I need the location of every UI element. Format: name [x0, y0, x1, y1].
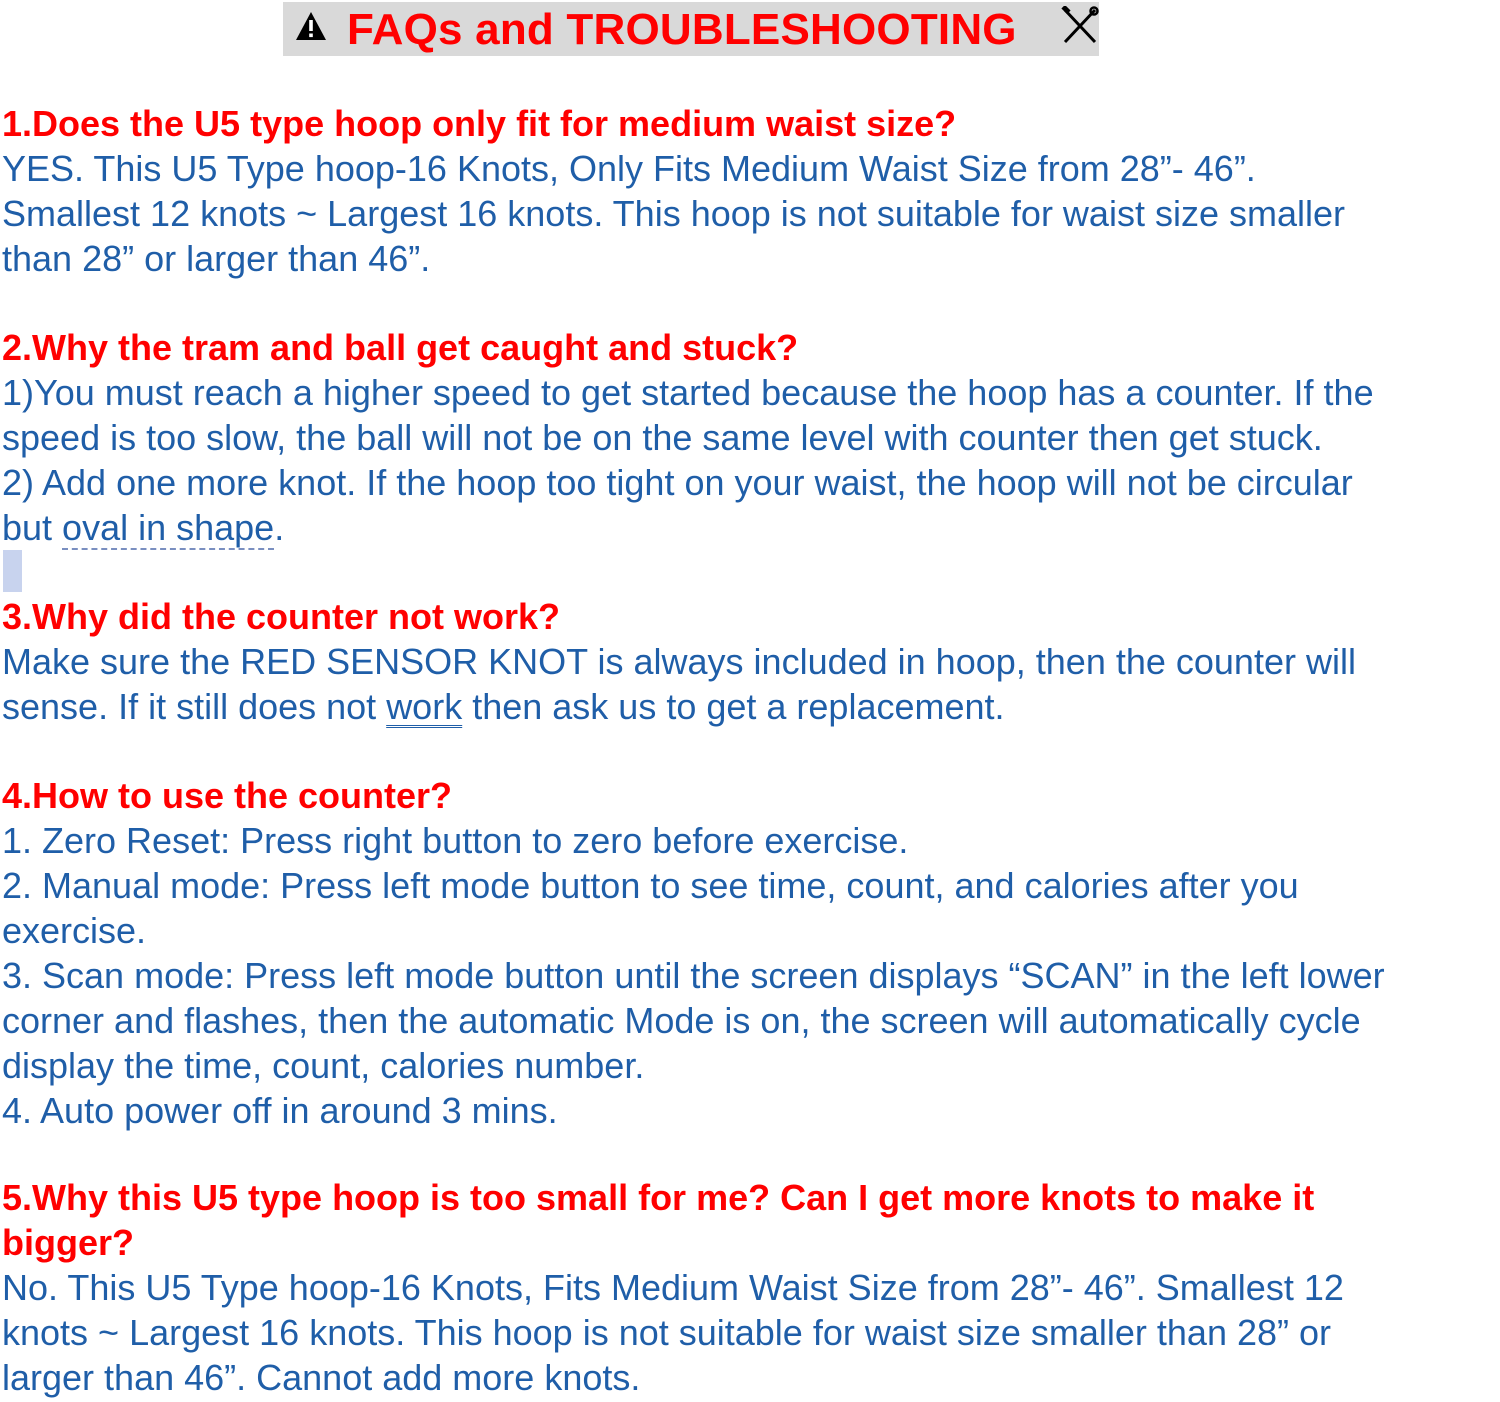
faq-answer-line: 2. Manual mode: Press left mode button to see time, count, and calories after you [2, 865, 1299, 906]
faq-question: bigger? [2, 1222, 134, 1263]
faq-answer-line: exercise. [2, 910, 147, 951]
faq-answer-line: Make sure the RED SENSOR KNOT is always included in hoop, then the counter will [2, 641, 1356, 682]
faq-answer-line: corner and flashes, then the automatic Mode is on, the screen will automatically cycle [2, 1000, 1361, 1041]
answer-text: sense. If it still does not [2, 686, 387, 727]
title-banner [283, 2, 1099, 56]
faq-question: 2.Why the tram and ball get caught and stuck? [2, 327, 799, 368]
answer-text: but [2, 507, 63, 548]
faq-answer-line: YES. This U5 Type hoop-16 Knots, Only Fits Medium Waist Size from 28”- 46”. [2, 148, 1256, 189]
faq-item-4 [2, 773, 1498, 1133]
faq-question: 1.Does the U5 type hoop only fit for medium waist size? [2, 103, 957, 144]
faq-question: 5.Why this U5 type hoop is too small for me? Can I get more knots to make it [2, 1177, 1315, 1218]
answer-text: . [274, 507, 285, 548]
faq-answer-line: 3. Scan mode: Press left mode button until the screen displays “SCAN” in the left lower [2, 955, 1385, 996]
faq-answer-line: No. This U5 Type hoop-16 Knots, Fits Medium Waist Size from 28”- 46”. Smallest 12 [2, 1267, 1344, 1308]
faq-question: 4.How to use the counter? [2, 775, 453, 816]
faq-answer-line: 2) Add one more knot. If the hoop too tight on your waist, the hoop will not be circular [2, 462, 1353, 503]
faq-answer-line [2, 505, 1498, 550]
crossed-tools-icon [1061, 6, 1099, 46]
faq-answer-line: 4. Auto power off in around 3 mins. [2, 1090, 558, 1131]
faq-answer-line: 1)You must reach a higher speed to get started because the hoop has a counter. If the [2, 372, 1374, 413]
faq-answer-line: 1. Zero Reset: Press right button to zero before exercise. [2, 820, 909, 861]
faq-answer-line: knots ~ Largest 16 knots. This hoop is not suitable for waist size smaller than 28” or [2, 1312, 1332, 1353]
grammar-underlined-text: work [386, 686, 463, 727]
spellcheck-underlined-text: oval in shape [62, 507, 275, 548]
text-cursor-highlight [3, 550, 22, 592]
faq-answer-line: display the time, count, calories number. [2, 1045, 645, 1086]
faq-answer-line: Smallest 12 knots ~ Largest 16 knots. This hoop is not suitable for waist size smaller [2, 193, 1345, 234]
answer-text: then ask us to get a replacement. [462, 686, 1005, 727]
faq-item-3 [2, 594, 1498, 729]
faq-answer-line: speed is too slow, the ball will not be on the same level with counter then get stuck. [2, 417, 1323, 458]
faq-item-2 [2, 325, 1498, 550]
faq-item-5 [2, 1175, 1498, 1400]
faq-item-1 [2, 101, 1498, 281]
faq-answer-line [2, 684, 1498, 729]
warning-triangle-icon [295, 10, 327, 42]
faq-question: 3.Why did the counter not work? [2, 596, 560, 637]
page-title: FAQs and TROUBLESHOOTING [347, 5, 1017, 54]
faq-answer-line: than 28” or larger than 46”. [2, 238, 431, 279]
faq-answer-line: larger than 46”. Cannot add more knots. [2, 1357, 641, 1398]
